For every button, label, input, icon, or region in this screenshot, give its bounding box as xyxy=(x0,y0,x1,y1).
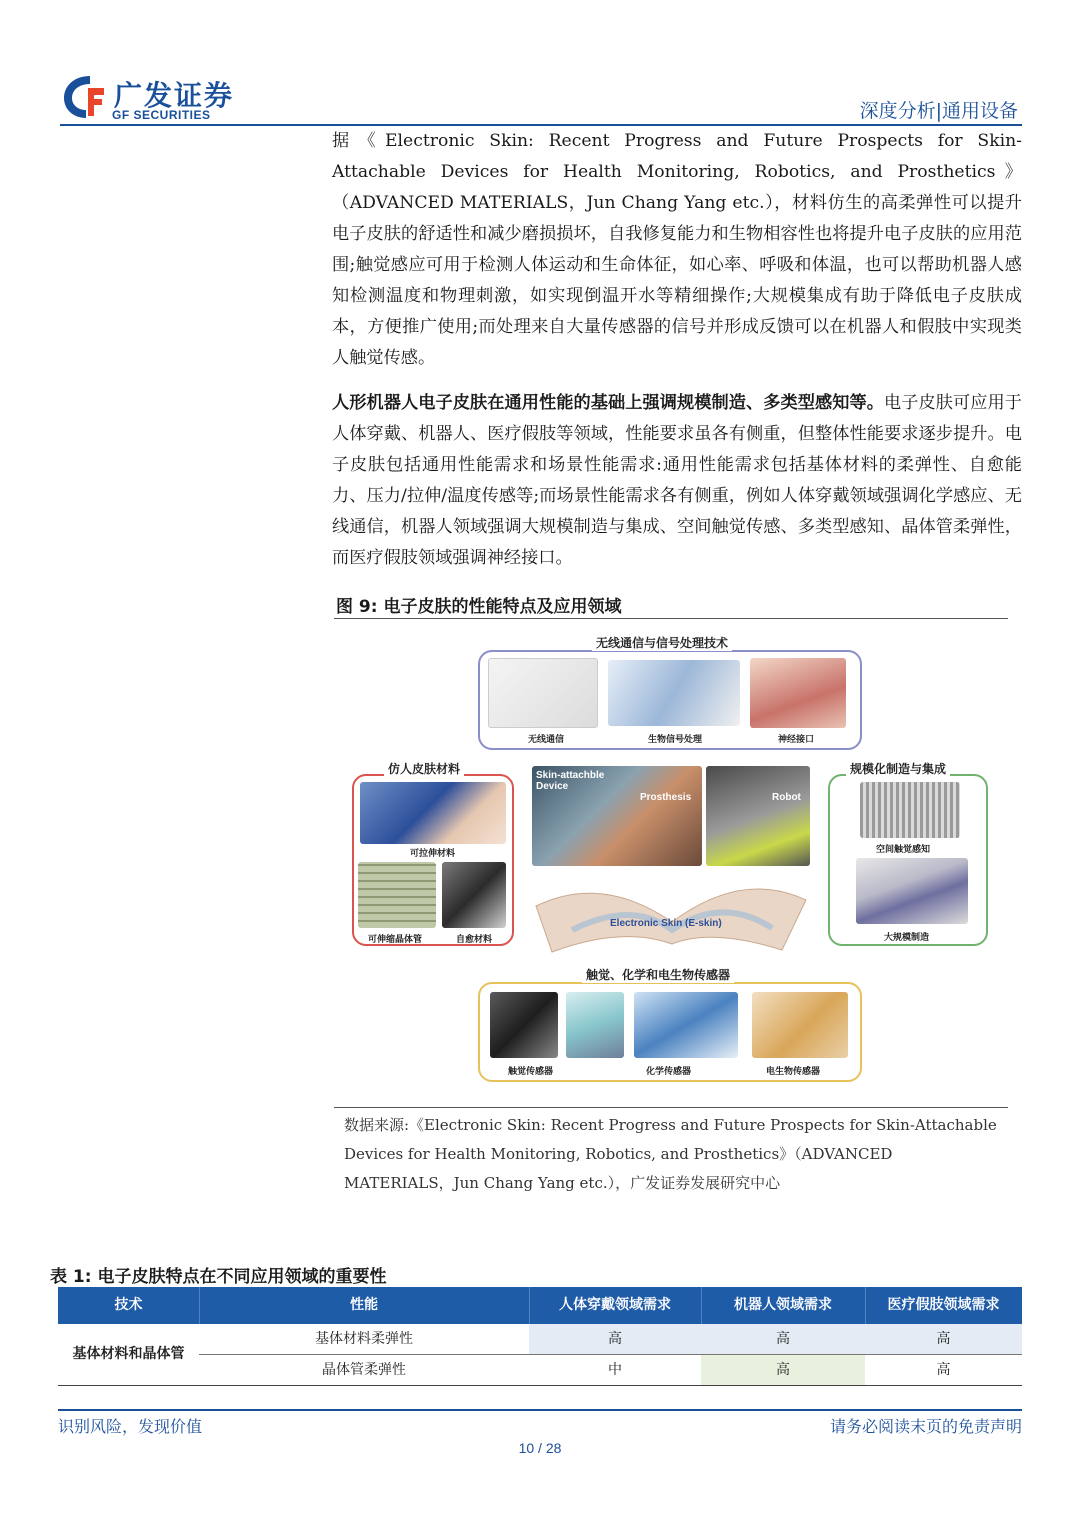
table-title: 表 1: 电子皮肤特点在不同应用领域的重要性 xyxy=(50,1267,387,1287)
table-bottom-rule xyxy=(58,1385,1022,1386)
header-wearable: 人体穿戴领域需求 xyxy=(559,1297,671,1313)
robot-hand-image xyxy=(706,766,810,866)
panel-label-wireless: 无线通信与信号处理技术 xyxy=(592,634,732,651)
footer-slogan: 识别风险，发现价值 xyxy=(58,1417,203,1436)
label-stretchable-material: 可拉伸材料 xyxy=(410,849,456,859)
figure-source: 数据来源:《Electronic Skin: Recent Progress and Future Prospects for Skin-Attachable Devices for Health Monitoring, Robotics, and Prosthetics》（ADVANCED MATERIALS，Jun Chang Yang etc.），广发证券发展研究中心 xyxy=(344,1116,997,1192)
spatial-tactile-image xyxy=(860,782,960,838)
footer-disclaimer: 请务必阅读末页的免责声明 xyxy=(829,1417,1022,1436)
bio-signal-image xyxy=(608,660,740,726)
header-technology: 技术 xyxy=(114,1297,143,1313)
stretchable-transistor-image xyxy=(358,862,436,928)
tactile-sensor-image xyxy=(490,992,558,1058)
page-number: 10 / 28 xyxy=(518,1440,562,1456)
gf-logo-icon xyxy=(60,72,106,120)
bio-sensor-image xyxy=(752,992,848,1058)
chemical-sensor-stack-image xyxy=(566,992,624,1058)
document-category: 深度分析|通用设备 xyxy=(859,100,1018,122)
electronic-skin-membrane xyxy=(532,870,810,956)
paragraph-body-text: 电子皮肤可应用于人体穿戴、机器人、医疗假肢等领域，性能要求虽各有侧重，但整体性能要求逐步提升。电子皮肤包括通用性能需求和场景性能需求:通用性能需求包括基体材料的柔弹性、自愈能力、压力/拉伸/温度传感等;而场景性能需求各有侧重，例如人体穿戴领域强调化学感应、无线通信，机器人领域强调大规模制造与集成、空间触觉传感、多类型感知、晶体管柔弹性，而医疗假肢领域强调神经接口。 xyxy=(332,393,1022,568)
page-header xyxy=(0,0,1080,130)
logo-text-en: GF SECURITIES xyxy=(112,108,211,122)
row2-wearable: 中 xyxy=(608,1362,622,1378)
figure-title: 图 9: 电子皮肤的性能特点及应用领域 xyxy=(336,597,622,617)
wireless-diagram-image xyxy=(488,658,598,728)
panel-label-manufacturing: 规模化制造与集成 xyxy=(846,760,950,777)
logo-text-cn: 广发证券 xyxy=(114,79,235,112)
body-paragraph-2 xyxy=(332,388,1022,574)
label-prosthesis: Prosthesis xyxy=(640,792,692,803)
row2-robot: 高 xyxy=(776,1362,790,1378)
label-neural-interface: 神经接口 xyxy=(778,735,815,745)
label-bio-sensor: 电生物传感器 xyxy=(766,1067,821,1077)
label-bio-signal: 生物信号处理 xyxy=(648,735,703,745)
figure-bottom-rule xyxy=(334,1107,1008,1108)
paragraph-lead-sentence: 人形机器人电子皮肤在通用性能的基础上强调规模制造、多类型感知等。 xyxy=(332,393,885,413)
row1-robot: 高 xyxy=(776,1331,790,1347)
label-robot: Robot xyxy=(772,792,801,803)
label-spatial-tactile: 空间触觉感知 xyxy=(876,845,931,855)
label-tactile-sensor: 触觉传感器 xyxy=(508,1067,554,1077)
row1-performance: 基体材料柔弹性 xyxy=(315,1331,413,1347)
panel-label-sensors: 触觉、化学和电生物传感器 xyxy=(582,966,734,983)
table-header-row xyxy=(58,1287,1022,1324)
label-self-healing: 自愈材料 xyxy=(456,935,493,945)
row2-prosthesis: 高 xyxy=(936,1362,951,1378)
label-stretchable-transistor: 可伸缩晶体管 xyxy=(368,935,423,945)
panel-label-skin-material: 仿人皮肤材料 xyxy=(384,760,464,777)
label-skin-device: Skin-attachble Device xyxy=(536,770,605,792)
row1-wearable: 高 xyxy=(608,1331,622,1347)
header-performance: 性能 xyxy=(350,1297,378,1313)
row1-prosthesis: 高 xyxy=(936,1331,951,1347)
label-wireless-comm: 无线通信 xyxy=(528,735,565,745)
footer-divider xyxy=(58,1409,1022,1411)
group-cell: 基体材料和晶体管 xyxy=(72,1346,185,1362)
neural-interface-image xyxy=(750,658,846,728)
header-prosthesis: 医疗假肢领域需求 xyxy=(887,1297,1000,1313)
figure-top-rule xyxy=(334,618,1008,619)
label-large-scale: 大规模制造 xyxy=(884,933,930,943)
self-healing-image xyxy=(442,862,506,928)
body-paragraph-1: 据《Electronic Skin: Recent Progress and Future Prospects for Skin-Attachable Devices for Health Monitoring, Robotics, and Prosthetics》（ADVANCED MATERIALS，Jun Chang Yang etc.），材料仿生的高柔弹性可以提升电子皮肤的舒适性和减少磨损损坏，自我修复能力和生物相容性也将提升电子皮肤的应用范围;触觉感应可用于检测人体运动和生命体征，如心率、呼吸和体温，也可以帮助机器人感知检测温度和物理刺激，如实现倒温开水等精细操作;大规模集成有助于降低电子皮肤成本，方便推广使用;而处理来自大量传感器的信号并形成反馈可以在机器人和假肢中实现类人触觉传感。 xyxy=(332,131,1022,368)
row2-performance: 晶体管柔弹性 xyxy=(322,1362,406,1378)
electronic-skin-figure xyxy=(346,626,996,1086)
label-electronic-skin: Electronic Skin (E-skin) xyxy=(610,918,722,929)
stretchable-material-image xyxy=(360,782,506,844)
header-robot: 机器人领域需求 xyxy=(734,1297,832,1313)
chemical-sensor-image xyxy=(634,992,738,1058)
large-scale-manufacturing-image xyxy=(856,858,968,924)
label-chemical-sensor: 化学传感器 xyxy=(646,1067,692,1077)
